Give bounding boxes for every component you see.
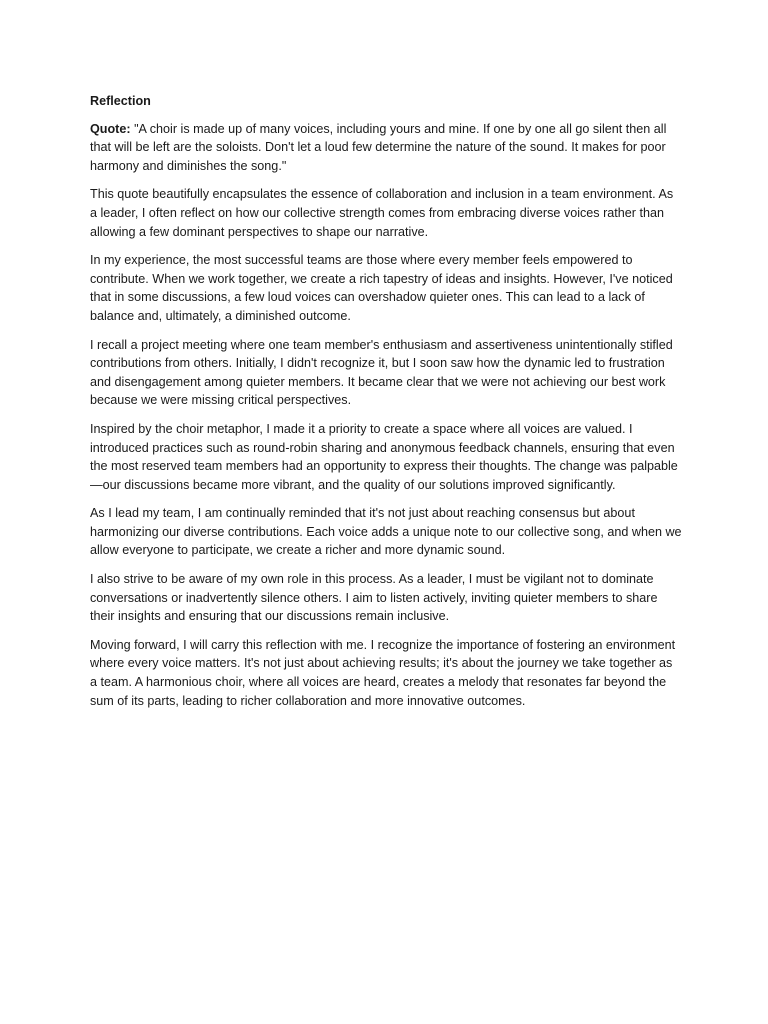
body-paragraph-3: I recall a project meeting where one team member's enthusiasm and assertiveness unintentionally stifled contributions from others. Initially, I didn't recognize it, but I soon saw how the dynamic led to frustration and disengagement among quieter members. It became clear that we were not achieving our best work because we were missing critical perspectives. xyxy=(90,337,673,408)
quote-label: Quote: xyxy=(90,121,131,136)
quote-paragraph xyxy=(90,120,682,176)
body-paragraph-2: In my experience, the most successful teams are those where every member feels empowered to contribute. When we work together, we create a rich tapestry of ideas and insights. However, I've noticed that in some discussions, a few loud voices can overshadow quieter ones. This can lead to a lack of balance and, ultimately, a diminished outcome. xyxy=(90,253,673,323)
quote-text: "A choir is made up of many voices, including yours and mine. If one by one all go silent then all that will be left are the soloists. Don't let a loud few determine the nature of the sound. It makes for poor harmony and diminishes the song." xyxy=(90,121,667,173)
document-page xyxy=(90,92,682,720)
body-paragraph-7: Moving forward, I will carry this reflection with me. I recognize the importance of fostering an environment where every voice matters. It's not just about achieving results; it's about the journey we take together as a team. A harmonious choir, where all voices are heard, creates a melody that resonates far beyond the sum of its parts, leading to richer collaboration and more innovative outcomes. xyxy=(90,637,676,708)
body-paragraph-4: Inspired by the choir metaphor, I made it a priority to create a space where all voices are valued. I introduced practices such as round-robin sharing and anonymous feedback channels, ensuring that even the most reserved team members had an opportunity to express their thoughts. The change was palpable—our discussions became more vibrant, and the quality of our solutions improved significantly. xyxy=(90,421,678,492)
body-paragraph-6: I also strive to be aware of my own role in this process. As a leader, I must be vigilant not to dominate conversations or inadvertently silence others. I aim to listen actively, inviting quieter members to share their insights and ensuring that our discussions remain inclusive. xyxy=(90,572,658,624)
body-paragraph-5: As I lead my team, I am continually reminded that it's not just about reaching consensus but about harmonizing our diverse contributions. Each voice adds a unique note to our collective song, and when we allow everyone to participate, we create a richer and more dynamic sound. xyxy=(90,506,682,558)
document-title: Reflection xyxy=(90,94,151,108)
body-paragraph-1: This quote beautifully encapsulates the essence of collaboration and inclusion in a team environment. As a leader, I often reflect on how our collective strength comes from embracing diverse voices rather than allowing a few dominant perspectives to shape our narrative. xyxy=(90,187,674,239)
